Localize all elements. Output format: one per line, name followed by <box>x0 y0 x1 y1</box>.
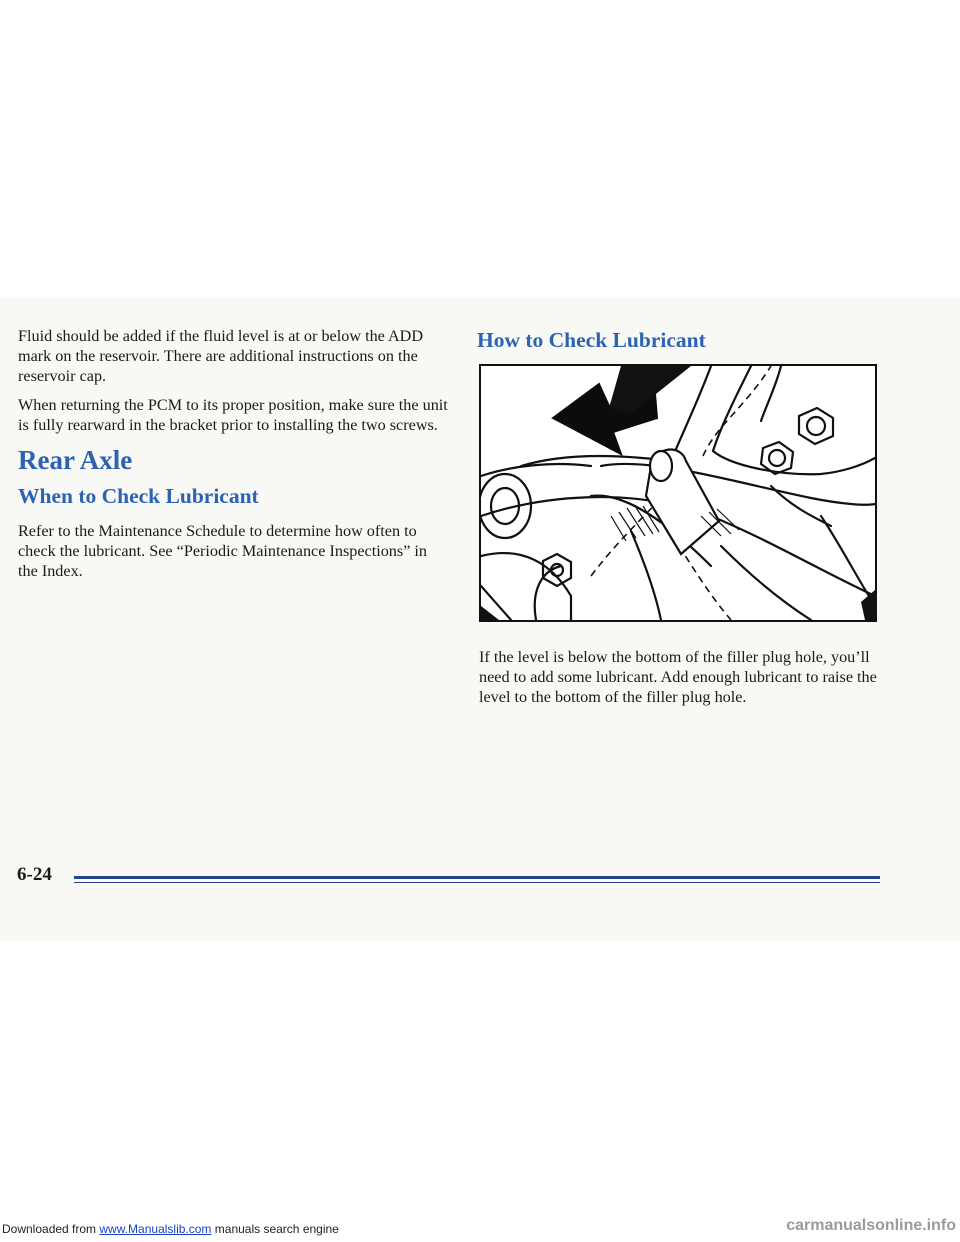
watermark-text: carmanualsonline.info <box>786 1217 956 1234</box>
manualslib-link[interactable]: www.Manualslib.com <box>99 1222 212 1236</box>
when-to-check-heading: When to Check Lubricant <box>18 484 259 508</box>
footer-rule-thick <box>74 876 880 879</box>
pcm-paragraph: When returning the PCM to its proper position, make sure the unit is fully rearward in the bracket prior to installing the two screws. <box>18 396 448 434</box>
after-figure-text <box>479 647 899 716</box>
footer-prefix: Downloaded from <box>2 1222 100 1236</box>
schedule-paragraph: Refer to the Maintenance Schedule to determine how often to check the lubricant. See “Periodic Maintenance Inspections” in the Index. <box>18 522 428 580</box>
filler-plug-drawing <box>481 366 875 620</box>
fluid-paragraph: Fluid should be added if the fluid level is at or below the ADD mark on the reservoir. There are additional instructions on the reservoir cap. <box>18 327 424 385</box>
footer-rule-thin <box>74 882 880 883</box>
rear-axle-illustration <box>479 364 877 622</box>
lubricant-paragraph: If the level is below the bottom of the filler plug hole, you’ll need to add some lubricant. Add enough lubricant to raise the level to the bottom of the filler plug hole. <box>479 648 877 706</box>
left-column <box>18 326 450 590</box>
page-number: 6-24 <box>17 864 52 885</box>
footer-suffix: manuals search engine <box>211 1222 339 1236</box>
download-footer <box>2 1222 339 1236</box>
right-column <box>477 326 897 365</box>
how-to-check-heading: How to Check Lubricant <box>477 328 706 352</box>
section-title: Rear Axle <box>18 445 133 475</box>
